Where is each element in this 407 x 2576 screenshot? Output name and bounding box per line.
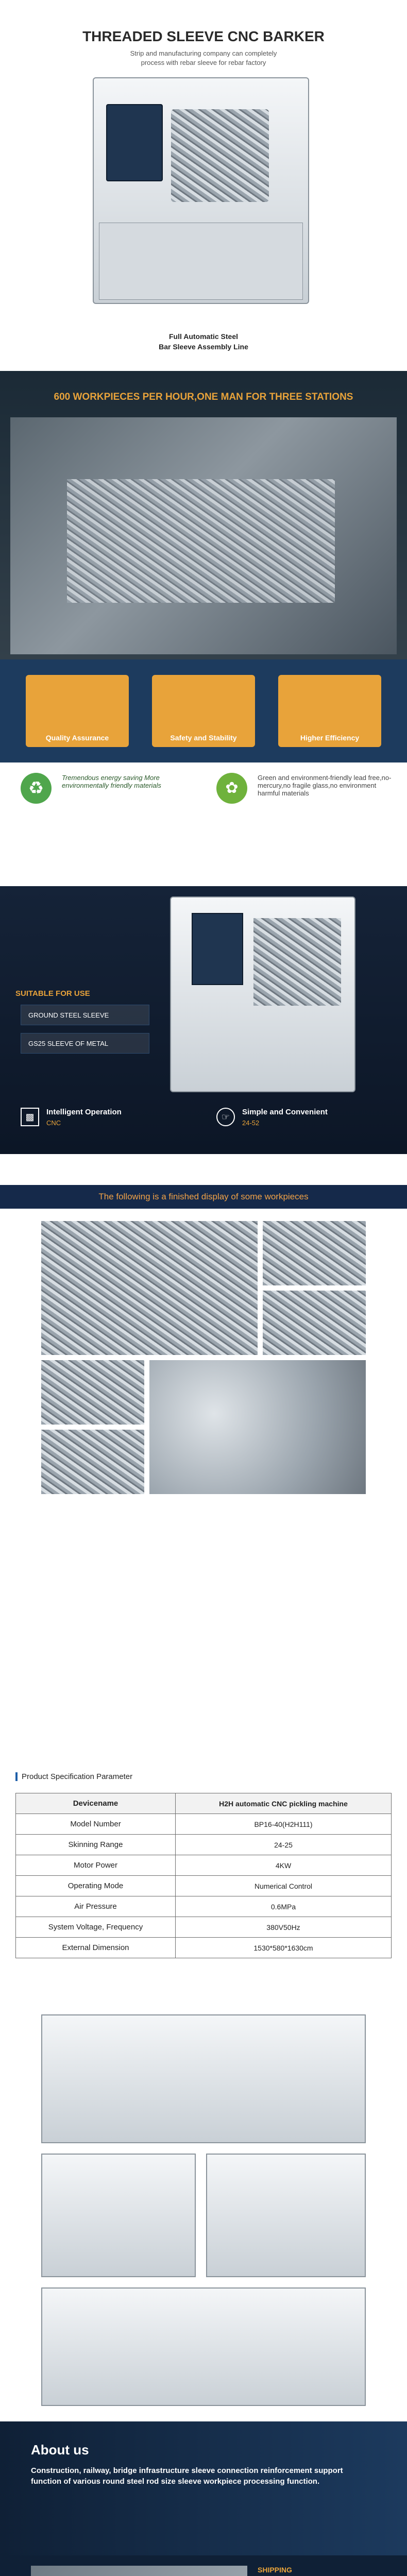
suitable-machine-panel [192, 913, 243, 985]
badge-quality [26, 675, 129, 747]
workpiece-photo-4 [41, 1360, 144, 1425]
factory-photo-machine [67, 479, 335, 603]
eco-section [0, 762, 407, 886]
machine-control-panel [106, 104, 163, 181]
spec-table [15, 1793, 392, 1958]
spec-key: Motor Power [16, 1855, 176, 1876]
cpu-icon: ▩ [21, 1108, 39, 1126]
spec-row [16, 1896, 392, 1917]
workpieces-banner-text: 600 WORKPIECES PER HOUR,ONE MAN FOR THREE STATIONS [54, 392, 353, 402]
recycle-icon: ♻ [21, 773, 52, 804]
machine-spindle [171, 109, 269, 202]
workpiece-photo-2 [263, 1221, 366, 1285]
badge-label-efficiency: Higher Efficiency [300, 734, 360, 742]
spec-key: Devicename [16, 1793, 176, 1814]
hero-subtitle-2: process with rebar sleeve for rebar factory [141, 59, 266, 66]
factory-photo [10, 417, 397, 654]
feature-intelligent-title: Intelligent Operation [46, 1108, 122, 1116]
product-photo-large [41, 2014, 366, 2143]
spec-key: Air Pressure [16, 1896, 176, 1917]
workpieces-display-section [0, 1154, 407, 1767]
workpiece-photo-6 [149, 1360, 366, 1494]
workpieces-heading-bar [0, 1185, 407, 1209]
workpieces-banner-section [0, 371, 407, 659]
workpiece-photo-5 [41, 1430, 144, 1494]
spec-row [16, 1917, 392, 1938]
spec-value: 0.6MPa [176, 1896, 392, 1917]
spec-key: System Voltage, Frequency [16, 1917, 176, 1938]
spec-heading: Product Specification Parameter [15, 1772, 132, 1781]
workpieces-heading: The following is a finished display of some workpieces [98, 1192, 309, 1201]
product-photos-section [0, 1984, 407, 2421]
feature-simple-sub: 24-52 [242, 1119, 260, 1127]
about-text: Construction, railway, bridge infrastructure sleeve connection reinforcement support function of various round steel rod size sleeve workpiece processing function. [31, 2466, 343, 2486]
spec-value: 1530*580*1630cm [176, 1938, 392, 1958]
about-section [0, 2421, 407, 2555]
spec-row [16, 1835, 392, 1855]
shipping-title: SHIPPING [258, 2566, 292, 2574]
hero-caption-1: Full Automatic Steel [168, 332, 239, 341]
spec-value: 380V50Hz [176, 1917, 392, 1938]
hero-caption-2: Bar Sleeve Assembly Line [159, 343, 248, 351]
spec-value: BP16-40(H2H111) [176, 1814, 392, 1835]
eco-left-text: Tremendous energy saving More environmentally friendly materials [62, 774, 161, 789]
spec-row [16, 1876, 392, 1896]
product-photo-bottom [41, 2287, 366, 2406]
spec-value: Numerical Control [176, 1876, 392, 1896]
hero-title: THREADED SLEEVE CNC BARKER [82, 28, 325, 44]
leaf-icon: ✿ [216, 773, 247, 804]
hand-icon: ☞ [216, 1108, 235, 1126]
spec-key: Operating Mode [16, 1876, 176, 1896]
badge-label-safety: Safety and Stability [170, 734, 237, 742]
workpiece-photo-1 [41, 1221, 258, 1355]
feature-simple-title: Simple and Convenient [242, 1108, 328, 1116]
spec-row [16, 1938, 392, 1958]
suitable-section [0, 886, 407, 1154]
product-photo-left [41, 2154, 196, 2277]
eco-right-text: Green and environment-friendly lead free,no-mercury,no fragile glass,no environment harmful materials [258, 774, 392, 797]
spec-row [16, 1814, 392, 1835]
suitable-machine-spindle [253, 918, 341, 1006]
about-title: About us [31, 2442, 89, 2458]
badge-safety [152, 675, 255, 747]
suitable-item-2: GS25 SLEEVE OF METAL [21, 1033, 149, 1054]
factory-floor-photo [31, 2566, 247, 2576]
hero-machine-image [93, 77, 309, 304]
spec-value: 4KW [176, 1855, 392, 1876]
machine-base [99, 223, 303, 300]
spec-key: Model Number [16, 1814, 176, 1835]
feature-intelligent-sub: CNC [46, 1119, 61, 1127]
suitable-machine-image [170, 896, 355, 1092]
spec-value: H2H automatic CNC pickling machine [176, 1793, 392, 1814]
badge-label-quality: Quality Assurance [45, 734, 109, 742]
hero-subtitle-1: Strip and manufacturing company can completely [130, 49, 277, 57]
suitable-title: SUITABLE FOR USE [15, 989, 90, 998]
suitable-item-1: GROUND STEEL SLEEVE [21, 1005, 149, 1025]
badges-section [0, 659, 407, 762]
spec-key: Skinning Range [16, 1835, 176, 1855]
spec-row [16, 1855, 392, 1876]
badge-efficiency [278, 675, 381, 747]
shipping-oem-section [0, 2555, 407, 2576]
spec-key: External Dimension [16, 1938, 176, 1958]
hero-section [0, 0, 407, 371]
spec-value: 24-25 [176, 1835, 392, 1855]
spec-section [0, 1767, 407, 1984]
product-photo-right [206, 2154, 366, 2277]
workpiece-photo-3 [263, 1291, 366, 1355]
spec-row [16, 1793, 392, 1814]
